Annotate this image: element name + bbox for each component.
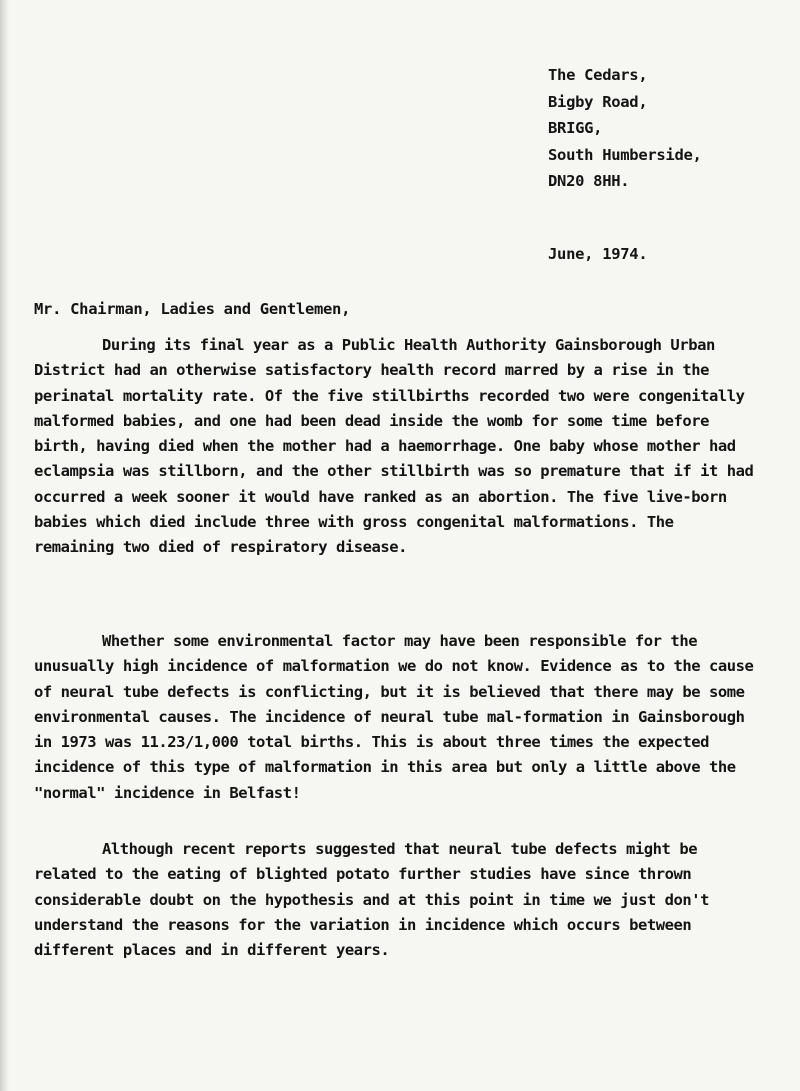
- sender-address: [548, 62, 702, 195]
- paragraph-recent-reports: Although recent reports suggested that neural tube defects might be related to the eating of blighted potato further studies have since thrown considerable doubt on the hypothesis and at this point in time we just don't understand the reasons for the variation in incidence which occurs between different places and in different years.: [34, 840, 710, 960]
- address-line-county: South Humberside,: [548, 145, 702, 164]
- paragraph-perinatal-mortality: During its final year as a Public Health Authority Gainsborough Urban District had an otherwise satisfactory health record marred by a rise in the perinatal mortality rate. Of the five stillbirths recorded two were congenitally malformed babies, and one had been dead inside the womb for some time before birth, having died when the mother had a haemorrhage. One baby whose mother had eclampsia was stillborn, and the other stillbirth was so premature that if it had occurred a week sooner it would have ranked as an abortion. The five live-born babies which died include three with gross congenital malformations. The remaining two died of respiratory disease.: [34, 336, 754, 557]
- salutation: Mr. Chairman, Ladies and Gentlemen,: [34, 300, 351, 318]
- letter-date: June, 1974.: [548, 245, 648, 263]
- paragraph-environmental-factor: Whether some environmental factor may have been responsible for the unusually high incidence of malformation we do not know. Evidence as to the cause of neural tube defects is conflicting, but it is believed that there may be some environmental causes. The incidence of neural tube mal-formation in Gainsborough in 1973 was 11.23/1,000 total births. This is about three times the expected incidence of this type of malformation in this area but only a little above the "normal" incidence in Belfast!: [34, 632, 754, 802]
- address-line-road: Bigby Road,: [548, 92, 648, 111]
- address-line-house: The Cedars,: [548, 66, 648, 84]
- address-line-postcode: DN20 8HH.: [548, 172, 630, 190]
- address-line-town: BRIGG,: [548, 119, 603, 137]
